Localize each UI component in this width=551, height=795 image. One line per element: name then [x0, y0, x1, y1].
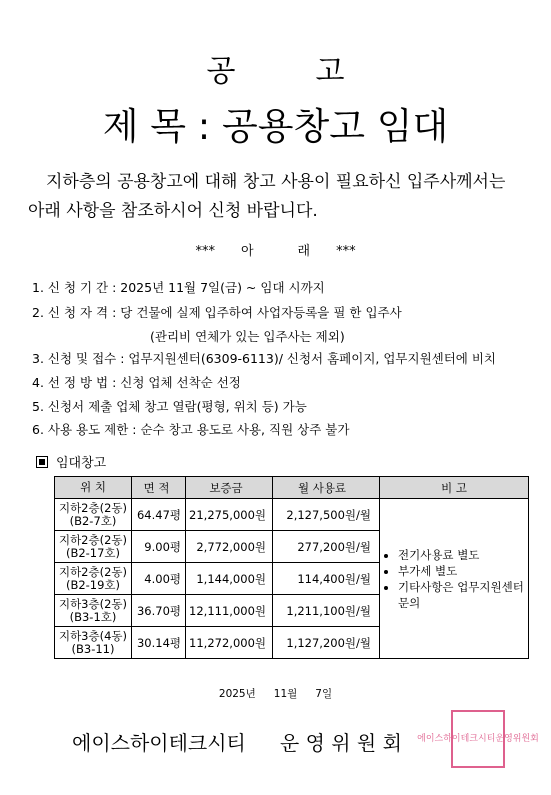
cell-location — [55, 595, 132, 627]
cell-location — [55, 563, 132, 595]
item-period: 1. 신 청 기 간 : 2025년 11월 7일(금) ~ 임대 시까지 — [32, 280, 325, 295]
note-item: • 기타사항은 업무지원센터 문의 — [398, 579, 528, 611]
header-rent: 월 사용료 — [273, 477, 380, 499]
table-header-row — [55, 477, 529, 499]
cell-area: 64.47평 — [132, 499, 186, 531]
cell-location — [55, 627, 132, 659]
date-day: 7일 — [315, 688, 333, 700]
location-unit: (B3-1호) — [69, 609, 117, 624]
heading-word-1: 공 — [206, 54, 236, 89]
date-year: 2025년 — [218, 688, 256, 700]
org-name-left: 에이스하이테크시티 — [72, 731, 246, 755]
cell-rent: 2,127,500원/월 — [273, 499, 380, 531]
intro-line-1: 지하층의 공용창고에 대해 창고 사용이 필요하신 입주사께서는 — [46, 172, 506, 192]
location-floor: 지하2층(2동) — [58, 564, 128, 579]
date-month: 11월 — [273, 688, 298, 700]
sub-heading-word-2: 래 — [297, 244, 311, 259]
cell-rent: 1,127,200원/월 — [273, 627, 380, 659]
intro-line-2: 아래 사항을 참조하시어 신청 바랍니다. — [28, 201, 318, 221]
cell-rent: 277,200원/월 — [273, 531, 380, 563]
item-selection: 4. 선 정 방 법 : 신청 업체 선착순 선정 — [32, 375, 241, 390]
notice-title: 제 목 : 공용창고 임대 — [102, 105, 449, 148]
notice-heading — [0, 46, 551, 90]
location-floor: 지하3층(2동) — [58, 596, 128, 611]
cell-deposit: 1,144,000원 — [186, 563, 273, 595]
organization-name — [72, 727, 402, 756]
location-unit: (B2-7호) — [69, 513, 117, 528]
notes-list — [380, 547, 528, 611]
sub-heading-stars-left: *** — [195, 244, 215, 259]
cell-location — [55, 531, 132, 563]
location-unit: (B2-19호) — [65, 577, 121, 592]
table-row — [55, 499, 529, 531]
cell-notes — [380, 499, 529, 659]
section-title — [36, 452, 106, 471]
location-unit: (B3-11) — [71, 641, 115, 656]
cell-rent: 1,211,100원/월 — [273, 595, 380, 627]
cell-deposit: 12,111,000원 — [186, 595, 273, 627]
cell-area: 36.70평 — [132, 595, 186, 627]
cell-rent: 114,400원/월 — [273, 563, 380, 595]
header-location: 위 치 — [55, 477, 132, 499]
sub-heading-stars-right: *** — [336, 244, 356, 259]
section-title-text: 임대창고 — [56, 456, 107, 471]
cell-deposit: 21,275,000원 — [186, 499, 273, 531]
note-item: • 전기사용료 별도 — [398, 547, 528, 563]
cell-deposit: 2,772,000원 — [186, 531, 273, 563]
sub-heading-word-1: 아 — [240, 244, 254, 259]
cell-area: 30.14평 — [132, 627, 186, 659]
cell-deposit: 11,272,000원 — [186, 627, 273, 659]
item-eligibility: 2. 신 청 자 격 : 당 건물에 실제 입주하여 사업자등록을 필 한 입주사 — [32, 305, 402, 320]
sub-heading — [0, 240, 551, 259]
square-bullet-icon — [36, 456, 48, 468]
cell-location — [55, 499, 132, 531]
header-area: 면 적 — [132, 477, 186, 499]
location-floor: 지하2층(2동) — [58, 532, 128, 547]
header-note: 비 고 — [380, 477, 529, 499]
org-name-right: 운 영 위 원 회 — [279, 731, 402, 755]
item-usage: 6. 사용 용도 제한 : 순수 창고 용도로 사용, 직원 상주 불가 — [32, 422, 350, 437]
heading-word-2: 고 — [315, 54, 345, 89]
notice-date — [0, 686, 551, 701]
location-unit: (B2-17호) — [65, 545, 121, 560]
item-application: 3. 신청 및 접수 : 업무지원센터(6309-6113)/ 신청서 홈페이지, 업무지원센터에 비치 — [32, 351, 496, 366]
location-floor: 지하3층(4동) — [58, 628, 128, 643]
official-seal-stamp: 에이스하이테크시티운영위원회 — [451, 710, 505, 768]
cell-area: 9.00평 — [132, 531, 186, 563]
note-item: • 부가세 별도 — [398, 563, 528, 579]
cell-area: 4.00평 — [132, 563, 186, 595]
header-deposit: 보증금 — [186, 477, 273, 499]
item-eligibility-note: (관리비 연체가 있는 입주사는 제외) — [150, 329, 345, 344]
item-viewing: 5. 신청서 제출 업체 창고 열람(평형, 위치 등) 가능 — [32, 399, 307, 414]
location-floor: 지하2층(2동) — [58, 500, 128, 515]
storage-table — [54, 476, 529, 659]
